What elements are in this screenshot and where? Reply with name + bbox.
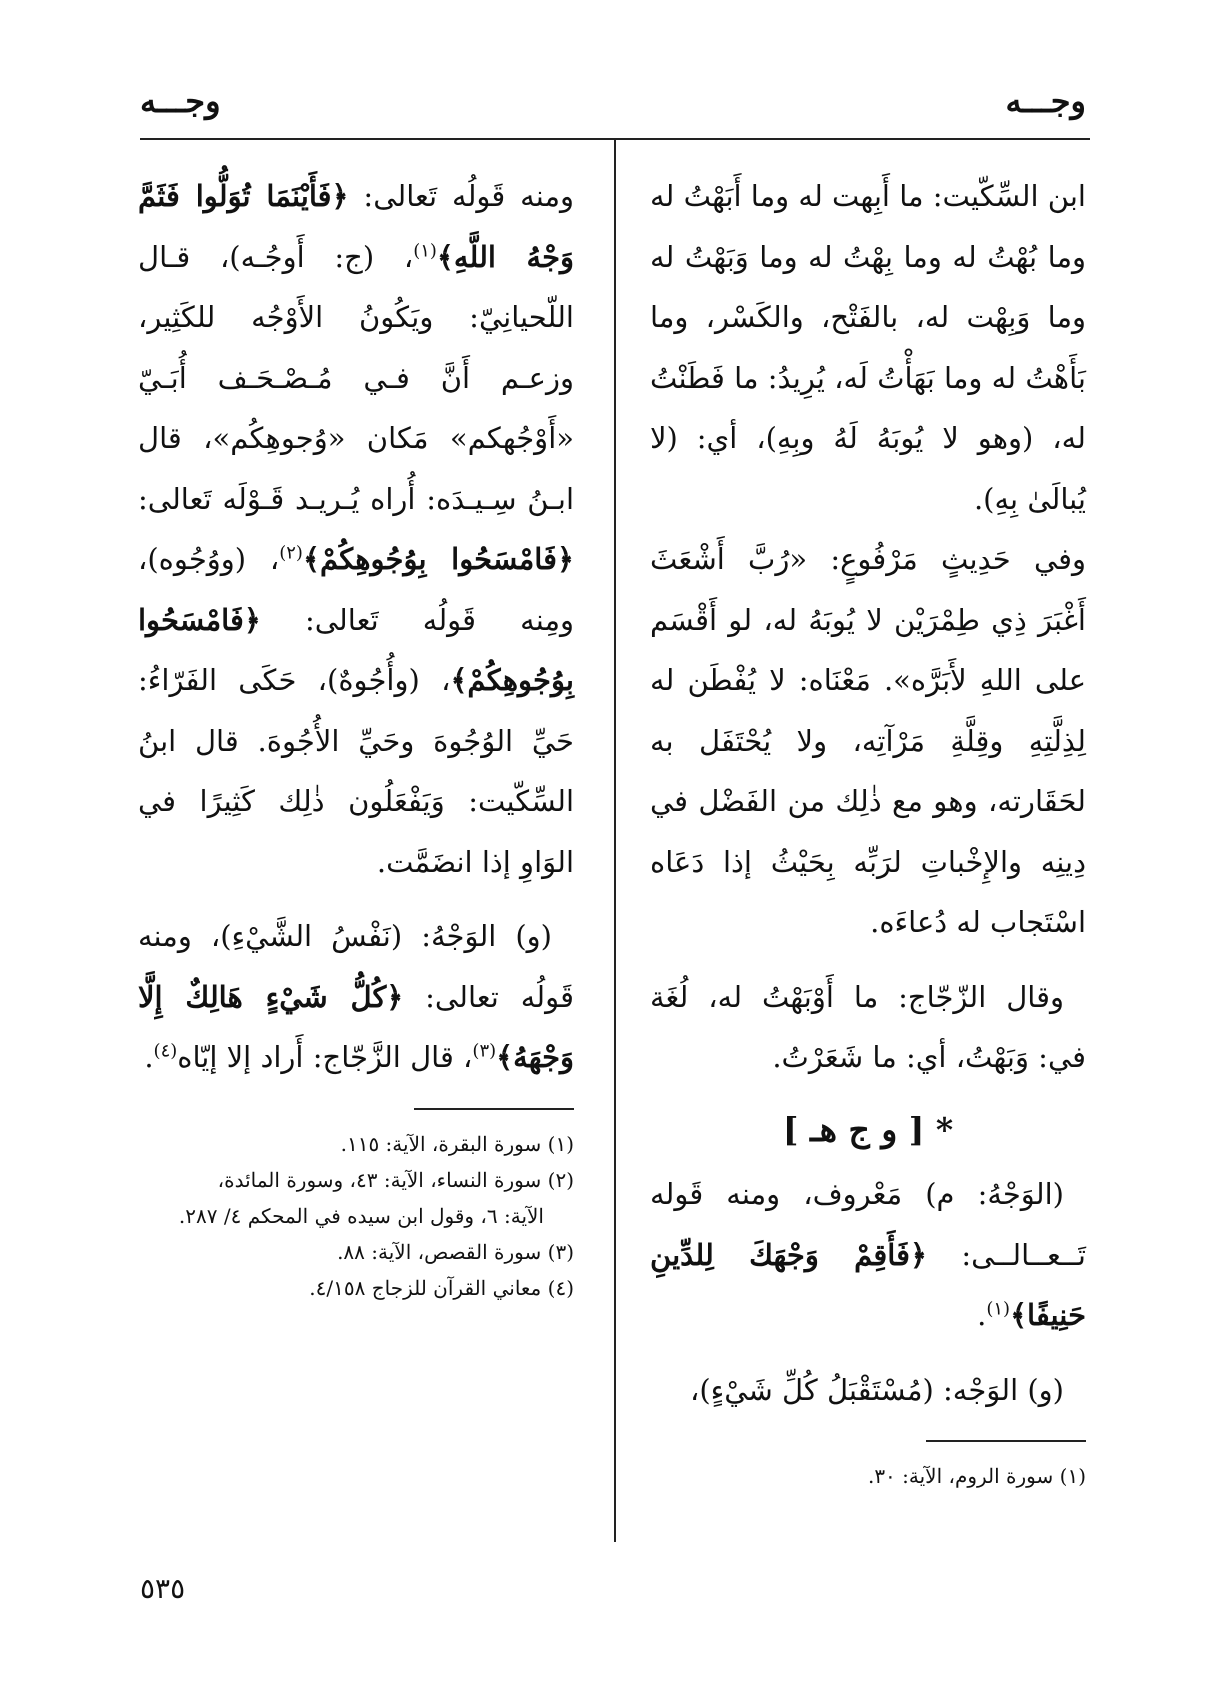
footnote-marker: (٤) [153, 1040, 178, 1062]
footnote-rule [414, 1108, 574, 1110]
footnote-rule [926, 1440, 1086, 1442]
quran-verse: ﴿فَأَقِمْ وَجْهَكَ لِلدِّينِ حَنِيفًا﴾ [650, 1237, 1086, 1332]
quran-verse: ﴿فَامْسَحُوا بِوُجُوهِكُمْ﴾ [302, 542, 574, 576]
paragraph: (الوَجْهُ: م) مَعْروف، ومنه قَوله تَــعــالــى: ﴿فَأَقِمْ وَجْهَكَ لِلدِّينِ حَنِيفًا﴾$^{(١)}$. [650, 1177, 1087, 1332]
footnote-marker: (١) [413, 239, 437, 261]
paragraph: (و) الوَجْه: (مُسْتَقْبَلُ كُلِّ شَيْءٍ)، [689, 1372, 1064, 1407]
footnote: (٢) سورة النساء، الآية: ٤٣، وسورة المائدة، [217, 1167, 574, 1192]
footnote: (٣) سورة القصص، الآية: ٨٨. [337, 1239, 574, 1264]
footnote: (٤) معاني القرآن للزجاج ٤/١٥٨. [309, 1275, 574, 1300]
entry-heading: * [ و ج هـ ] [782, 1109, 954, 1149]
quran-verse: ﴿فَامْسَحُوا بِوُجُوهِكُمْ﴾ [138, 602, 574, 697]
footnotes [650, 1460, 1086, 1492]
left-column [138, 166, 574, 1308]
running-head-left: وجـــه [140, 82, 221, 120]
quran-verse: ﴿فَأَيْنَمَا تُوَلُّوا فَثَمَّ وَجْهُ اللَّهِ﴾ [138, 179, 574, 274]
footnote: (١) سورة البقرة، الآية: ١١٥. [340, 1131, 574, 1156]
paragraph: وفي حَدِيثٍ مَرْفُوعٍ: «رُبَّ أَشْعَثَ أَغْبَرَ ذِي طِمْرَيْن لا يُوبَهُ له، لو أَقْسَم على اللهِ لأَبَرَّه». مَعْنَاه: لا يُفْطَن له لِذِلَّتِهِ وقِلَّةِ مَرْآتِه، ولا يُحْتَفَل به لحَقَارته، وهو مع ذٰلِك من الفَضْل في دِينِه والإِخْباتِ لرَبِّه بِحَيْثُ إذا دَعَاه اسْتَجاب له دُعاءَه. [650, 542, 1086, 939]
footnote: (١) سورة الروم، الآية: ٣٠. [867, 1464, 1086, 1488]
footnote: الآية: ٦، وقول ابن سيده في المحكم ٤/ ٢٨٧. [178, 1203, 544, 1228]
paragraph: وقال الزّجّاج: ما أَوْبَهْتُ له، لُغَة في: وَبَهْتُ، أي: ما شَعَرْتُ. [650, 979, 1086, 1074]
page-number: ٥٣٥ [140, 1572, 186, 1605]
footnotes [138, 1128, 574, 1304]
paragraph: ابن السِّكّيت: ما أَبِهت له وما أَبَهْتُ له وما بُهْتُ له وما بِهْتُ له وما وَبَهْتُ له وما وَبِهْت له، بالفَتْح، والكَسْر، وما بَأَهْتُ له وما بَهَأْتُ لَه، يُرِيدُ: ما فَطَنْتُ له، (وهو لا يُوبَهُ لَهُ وبِهِ)، أي: (لا يُبالَىٰ بِهِ). [650, 179, 1086, 516]
footnote-marker: (٣) [472, 1040, 497, 1062]
footnote-marker: (١) [986, 1298, 1011, 1320]
column-divider [614, 140, 616, 1542]
running-head-right: وجـــه [1005, 82, 1086, 120]
footnote-marker: (٢) [279, 542, 303, 564]
right-column [650, 166, 1086, 1496]
paragraph: ومنه قَولُه تَعالى: ﴿فَأَيْنَمَا تُوَلُّوا فَثَمَّ وَجْهُ اللَّهِ﴾$^{(١)}$، (ج: أَوجُـه)، قـال اللّحيانِيّ: ويَكُونُ الأَوْجُه للكَثِير، وزعـم أَنَّ فـي مُـصْـحَـف أُبَـيّ «أَوْجُهكم» مَكان «وُجوهِكُم»، قال ابـنُ سِـيـدَه: أُراه يُـريـد قَـوْلَه تَعالى: ﴿فَامْسَحُوا بِوُجُوهِكُمْ﴾$^{(٢)}$، (ووُجُوه)، ومِنه قَولُه تَعالى: ﴿فَامْسَحُوا بِوُجُوهِكُمْ﴾، (وأُجُوهٌ)، حَكَى الفَرّاءُ: حَيِّ الوُجُوهَ وحَيِّ الأُجُوهَ. قال ابنُ السِّكّيت: وَيَفْعَلُون ذٰلِك كَثِيرًا في الوَاوِ إذا انضَمَّت. [138, 179, 574, 879]
quran-verse: ﴿كُلُّ شَيْءٍ هَالِكٌ إِلَّا وَجْهَهُ﴾ [138, 979, 574, 1074]
paragraph: (و) الوَجْهُ: (نَفْسُ الشَّيْءِ)، ومنه قَولُه تعالى: ﴿كُلُّ شَيْءٍ هَالِكٌ إِلَّا وَجْهَهُ﴾$^{(٣)}$، قال الزَّجّاج: أَراد إلا إيّاه$^{(٤)}$. [138, 919, 574, 1074]
